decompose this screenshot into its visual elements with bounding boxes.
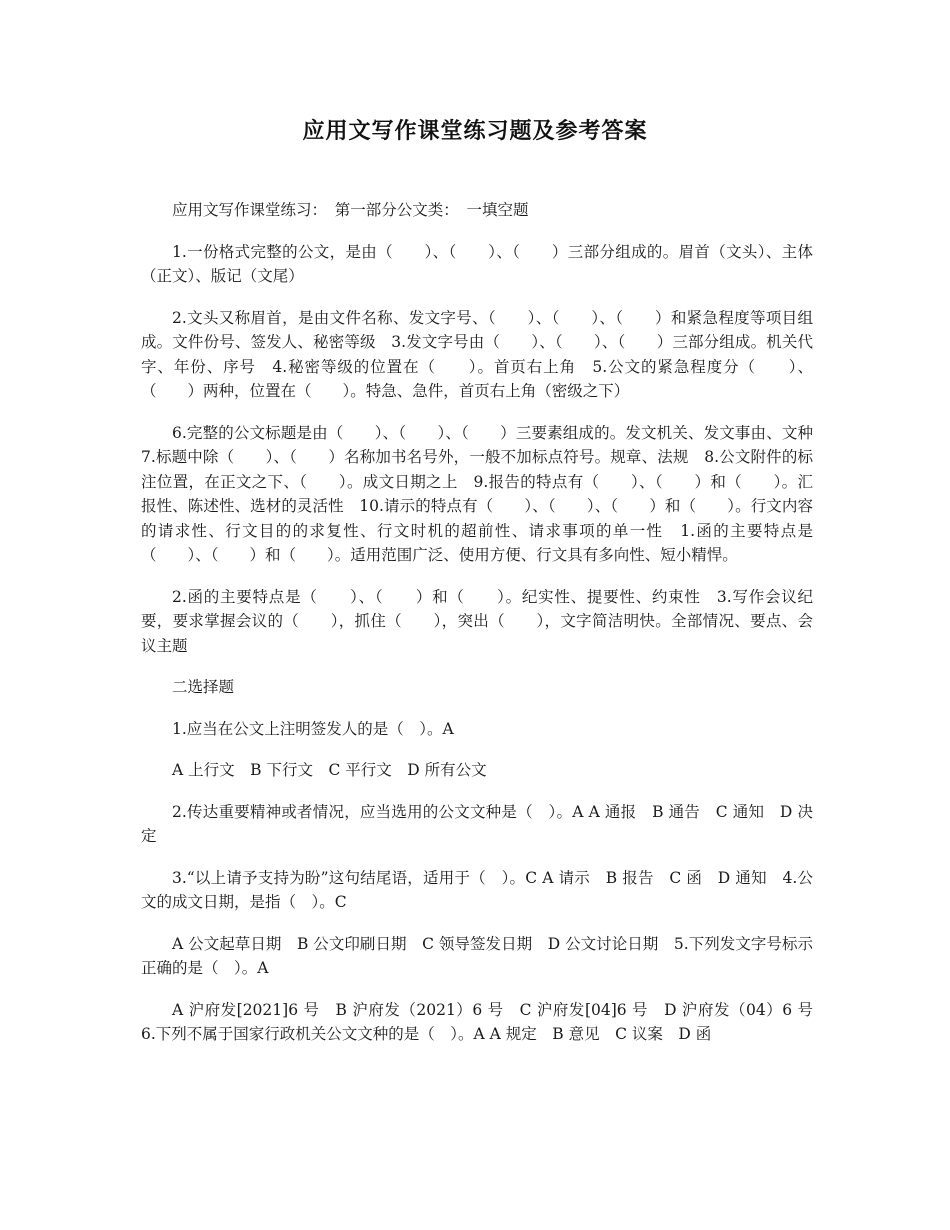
document-title: 应用文写作课堂练习题及参考答案 xyxy=(302,118,648,144)
paragraph-question: 1.应当在公文上注明签发人的是（ ）。A xyxy=(172,719,454,738)
section-heading-fill-in: 应用文写作课堂练习： 第一部分公文类： 一填空题 xyxy=(172,201,529,219)
paragraph-question: 3.“以上请予支持为盼”这句结尾语，适用于（ ）。C A 请示 B 报告 C 函 D 通知 4.公文的成文日期，是指（ ）。C xyxy=(141,868,813,911)
paragraph-options: A 上行文 B 下行文 C 平行文 D 所有公文 xyxy=(172,761,487,779)
paragraph-options: A 沪府发[2021]6 号 B 沪府发（2021）6 号 C 沪府发[04]6 号 D 沪府发（04）6 号 6.下列不属于国家行政机关公文文种的是（ ）。A A 规定 B 意见 C 议案 D 函 xyxy=(141,1000,829,1043)
document-body xyxy=(141,198,829,1064)
paragraph-question: 6.完整的公文标题是由（ ）、（ ）、（ ）三要素组成的。发文机关、发文事由、文种 7.标题中除（ ）、（ ）名称加书名号外，一般不加标点符号。规章、法规 8.公文附件的标注位置，在正文之下、（ ）。成文日期之上 9.报告的特点有（ ）、（ ）和（ ）。汇报性、陈述性、选材的灵活性 10.请示的特点有（ ）、（ ）、（ ）和（ ）。行文内容的请求性、行文目的的求复性、行文时机的超前性、请求事项的单一性 1.函的主要特点是（ ）、（ ）和（ ）。适用范围广泛、使用方便、行文具有多向性、短小精悍。 xyxy=(141,423,813,564)
paragraph-options: A 公文起草日期 B 公文印刷日期 C 领导签发日期 D 公文讨论日期 5.下列发文字号标示正确的是（ ）。A xyxy=(141,934,813,977)
paragraph-question: 1.一份格式完整的公文，是由（ ）、（ ）、（ ）三部分组成的。眉首（文头）、主体（正文）、版记（文尾） xyxy=(141,242,813,285)
paragraph-question: 2.函的主要特点是（ ）、（ ）和（ ）。纪实性、提要性、约束性 3.写作会议纪要，要求掌握会议的（ ），抓住（ ），突出（ ），文字简洁明快。全部情况、要点、会议主题 xyxy=(141,587,813,655)
paragraph-question: 2.传达重要精神或者情况，应当选用的公文文种是（ ）。A A 通报 B 通告 C 通知 D 决定 xyxy=(141,802,813,845)
paragraph-question: 2.文头又称眉首，是由文件名称、发文字号、（ ）、（ ）、（ ）和紧急程度等项目组成。文件份号、签发人、秘密等级 3.发文字号由（ ）、（ ）、（ ）三部分组成。机关代字、年份、序号 4.秘密等级的位置在（ ）。首页右上角 5.公文的紧急程度分（ ）、（ ）两种，位置在（ ）。特急、急件，首页右上角（密级之下） xyxy=(141,308,813,400)
section-heading-choice: 二选择题 xyxy=(172,678,235,696)
